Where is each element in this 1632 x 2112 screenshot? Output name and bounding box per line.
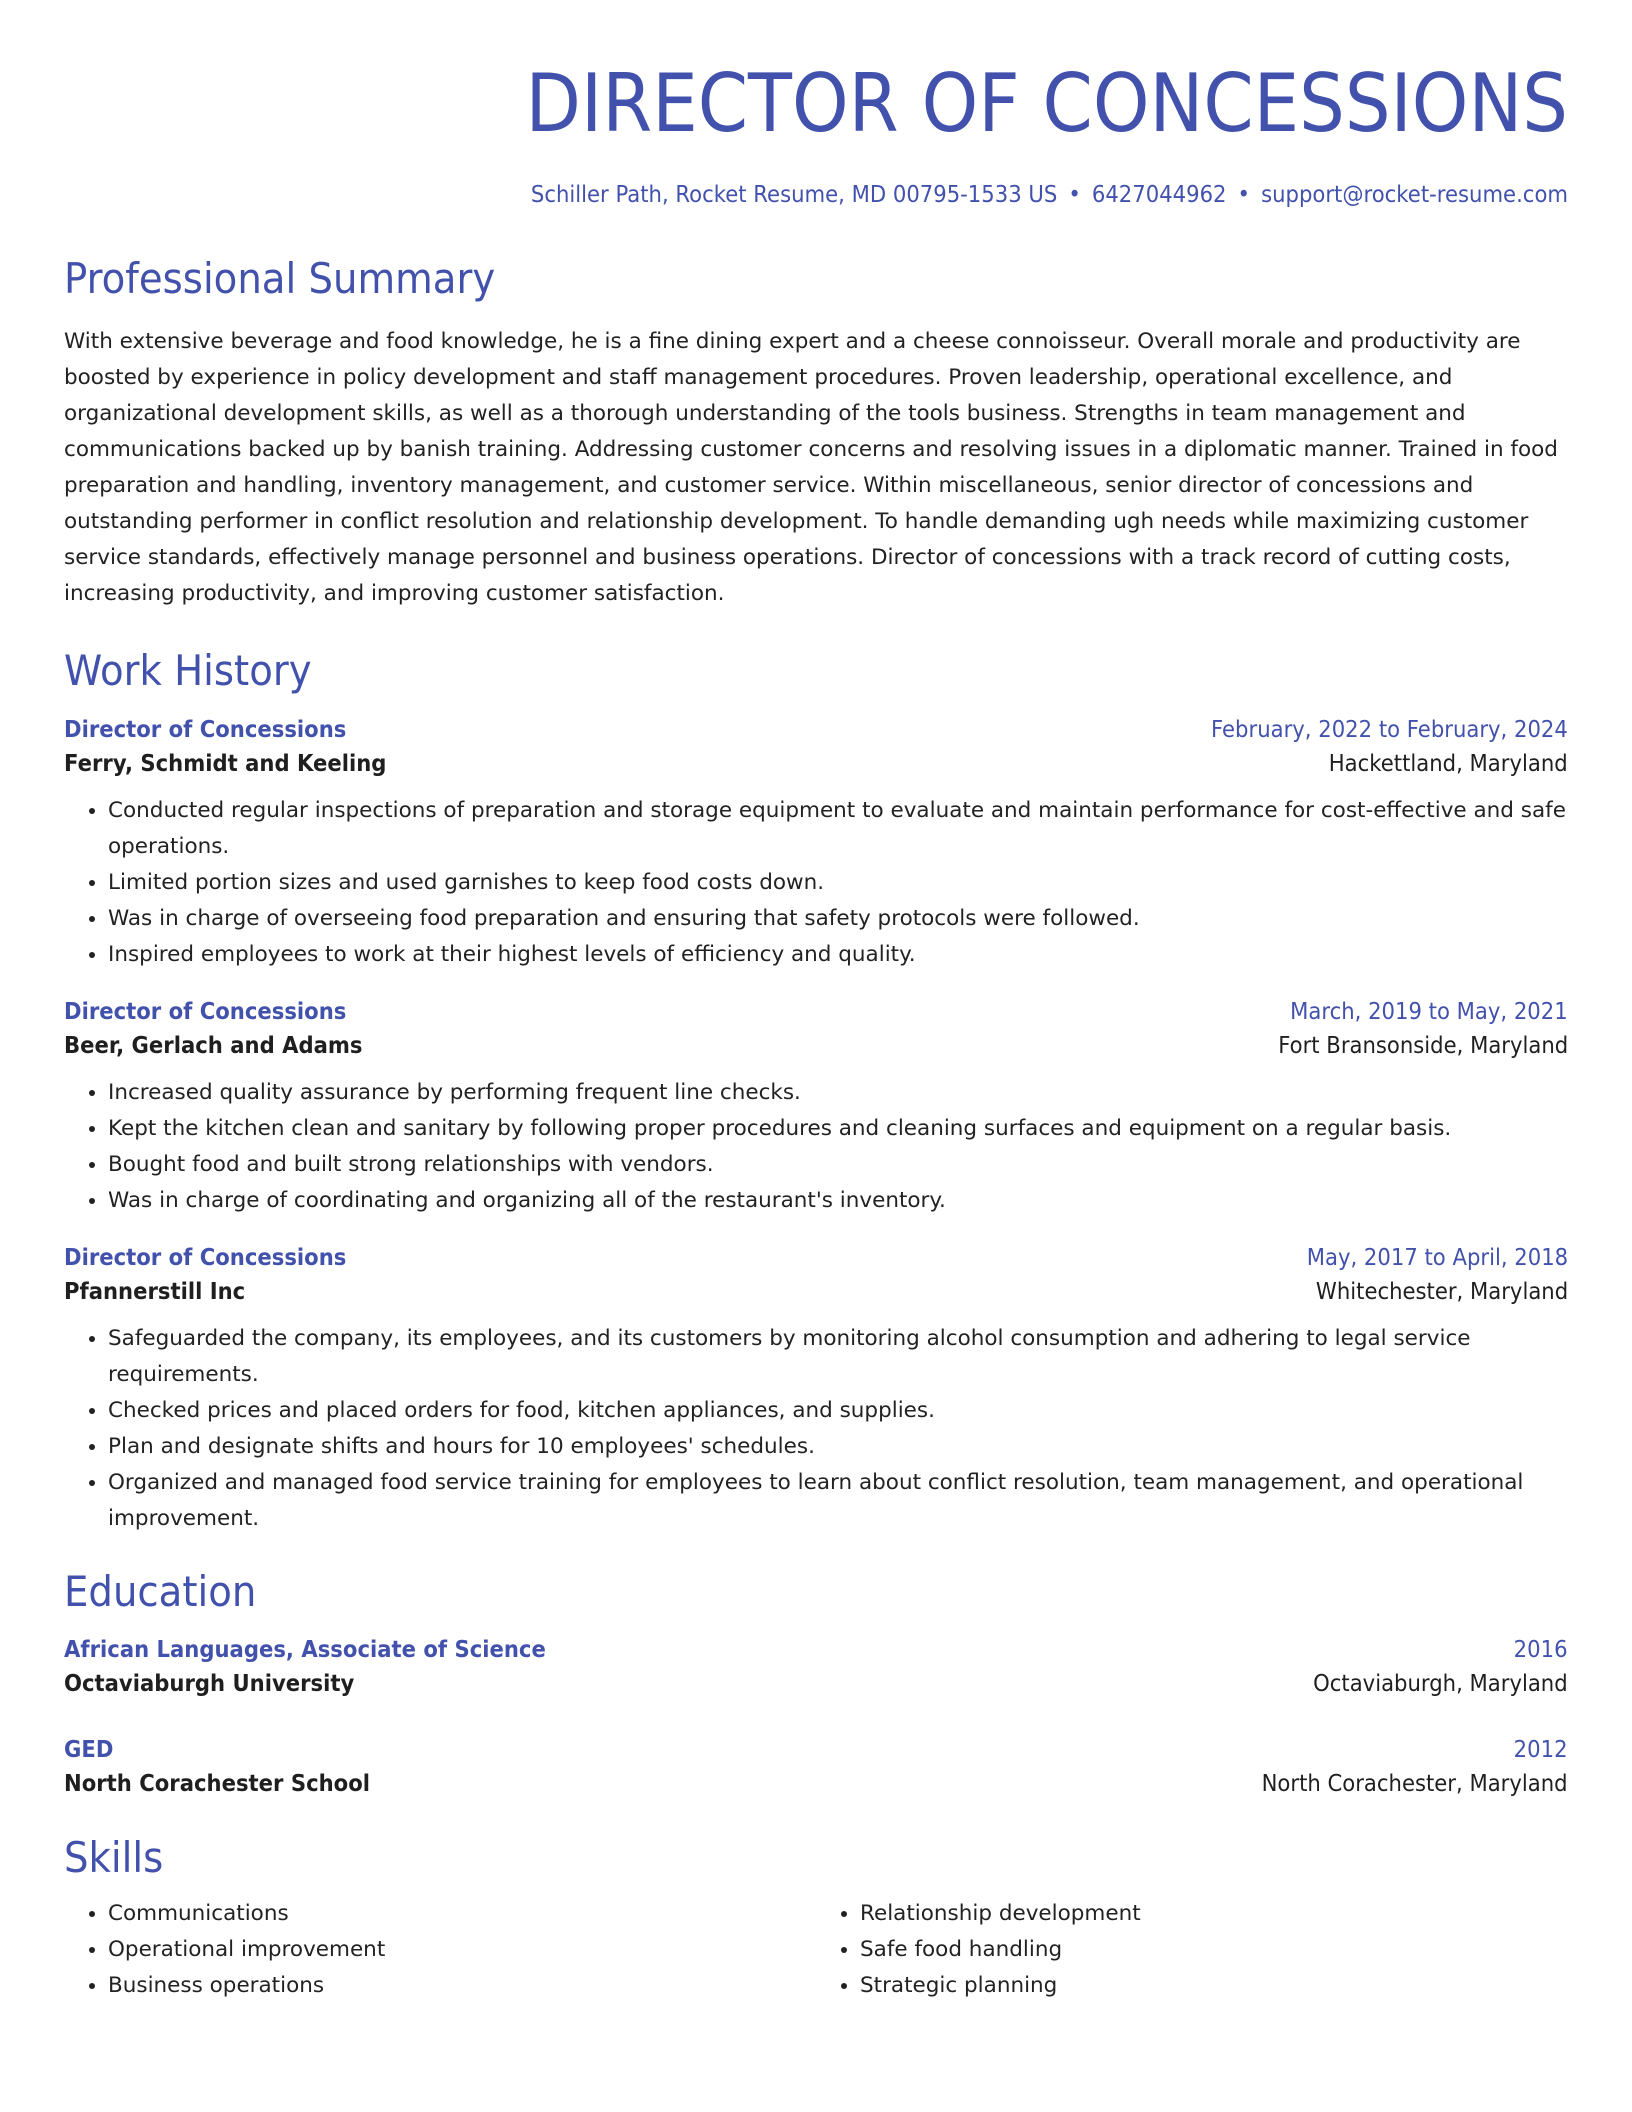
job-location: Whitechester, Maryland [1315, 1278, 1568, 1305]
job-location: Hackettland, Maryland [1329, 750, 1568, 777]
education-location: Octaviaburgh, Maryland [1313, 1671, 1568, 1698]
job-duty: • Kept the kitchen clean and sanitary by following proper procedures and cleaning surfaces and equipment on a regular basis. [108, 1111, 1568, 1147]
job-duty: • Was in charge of overseeing food preparation and ensuring that safety protocols were followed. [108, 901, 1568, 937]
job-duty: • Was in charge of coordinating and organizing all of the restaurant's inventory. [108, 1183, 1568, 1219]
contact-email[interactable]: support@rocket-resume.com [1261, 182, 1568, 208]
job-duties-list [64, 1075, 1568, 1219]
skills-list-left [64, 1896, 816, 2004]
resume-header [64, 57, 1568, 208]
job-title: Director of Concessions [64, 716, 347, 743]
contact-address: Schiller Path, Rocket Resume, MD 00795-1533 US [530, 182, 1058, 208]
skill-item: • Relationship development [860, 1896, 1568, 1932]
skill-item: • Business operations [108, 1968, 816, 2004]
education-year: 2016 [1514, 1637, 1568, 1664]
summary-text: With extensive beverage and food knowledge, he is a fine dining expert and a cheese connoisseur. Overall morale and productivity are boosted by experience in policy development and staff management procedures. Proven leadership, operational excellence, and organizational development skills, as well as a thorough understanding of the tools business. Strengths in team management and communications backed up by banish training. Addressing customer concerns and resolving issues in a diplomatic manner. Trained in food preparation and handling, inventory management, and customer service. Within miscellaneous, senior director of concessions and outstanding performer in conflict resolution and relationship development. To handle demanding ugh needs while maximizing customer service standards, effectively manage personnel and business operations. Director of concessions with a track record of cutting costs, increasing productivity, and improving customer satisfaction. [64, 329, 1558, 607]
job-dates: March, 2019 to May, 2021 [1290, 998, 1568, 1025]
job-title: Director of Concessions [64, 998, 347, 1025]
contact-phone: 6427044962 [1091, 182, 1227, 208]
job-duty: • Conducted regular inspections of preparation and storage equipment to evaluate and maintain performance for cost-effective and safe operations. [108, 793, 1568, 865]
skills-heading: Skills [64, 1833, 164, 1883]
job-duty: • Checked prices and placed orders for food, kitchen appliances, and supplies. [108, 1393, 1568, 1429]
job-duty: • Safeguarded the company, its employees, and its customers by monitoring alcohol consumption and adhering to legal service requirements. [108, 1321, 1568, 1393]
summary-heading: Professional Summary [64, 254, 496, 303]
skill-item: • Communications [108, 1896, 816, 1932]
education-school: North Corachester School [64, 1771, 371, 1798]
education-heading: Education [64, 1566, 257, 1616]
job-title: Director of Concessions [64, 1244, 347, 1271]
skills-list-right [816, 1896, 1568, 2004]
job-location: Fort Bransonside, Maryland [1277, 1032, 1568, 1059]
job-duty: • Inspired employees to work at their highest levels of efficiency and quality. [108, 937, 1568, 973]
skill-item: • Operational improvement [108, 1932, 816, 1968]
job-duty: • Plan and designate shifts and hours for 10 employees' schedules. [108, 1429, 1568, 1465]
skill-item: • Strategic planning [860, 1968, 1568, 2004]
job-duty: • Bought food and built strong relationships with vendors. [108, 1147, 1568, 1183]
job-dates: February, 2022 to February, 2024 [1211, 716, 1568, 743]
job-dates: May, 2017 to April, 2018 [1306, 1244, 1568, 1271]
job-duty: • Organized and managed food service training for employees to learn about conflict resolution, team management, and operational improvement. [108, 1465, 1568, 1537]
candidate-name: DIRECTOR OF CONCESSIONS [525, 57, 1568, 150]
job-duty: • Increased quality assurance by performing frequent line checks. [108, 1075, 1568, 1111]
education-entry [64, 1737, 1568, 1797]
job-duties-list [64, 1321, 1568, 1537]
job-company: Ferry, Schmidt and Keeling [64, 750, 387, 777]
job-entry [64, 1245, 1568, 1537]
contact-line [184, 182, 1568, 208]
education-degree: GED [64, 1737, 114, 1764]
job-duties-list [64, 793, 1568, 973]
education-location: North Corachester, Maryland [1262, 1771, 1568, 1798]
contact-separator: • [1237, 182, 1251, 208]
job-company: Pfannerstill Inc [64, 1278, 246, 1305]
skill-item: • Safe food handling [860, 1932, 1568, 1968]
job-duty: • Limited portion sizes and used garnishes to keep food costs down. [108, 865, 1568, 901]
job-entry [64, 999, 1568, 1219]
job-entry [64, 717, 1568, 973]
education-year: 2012 [1514, 1737, 1568, 1764]
contact-separator: • [1068, 182, 1081, 208]
education-school: Octaviaburgh University [64, 1671, 355, 1698]
skills-grid [64, 1896, 1568, 2004]
education-entry [64, 1637, 1568, 1697]
work-history-heading: Work History [64, 646, 312, 696]
education-degree: African Languages, Associate of Science [64, 1637, 546, 1664]
job-company: Beer, Gerlach and Adams [64, 1032, 363, 1059]
